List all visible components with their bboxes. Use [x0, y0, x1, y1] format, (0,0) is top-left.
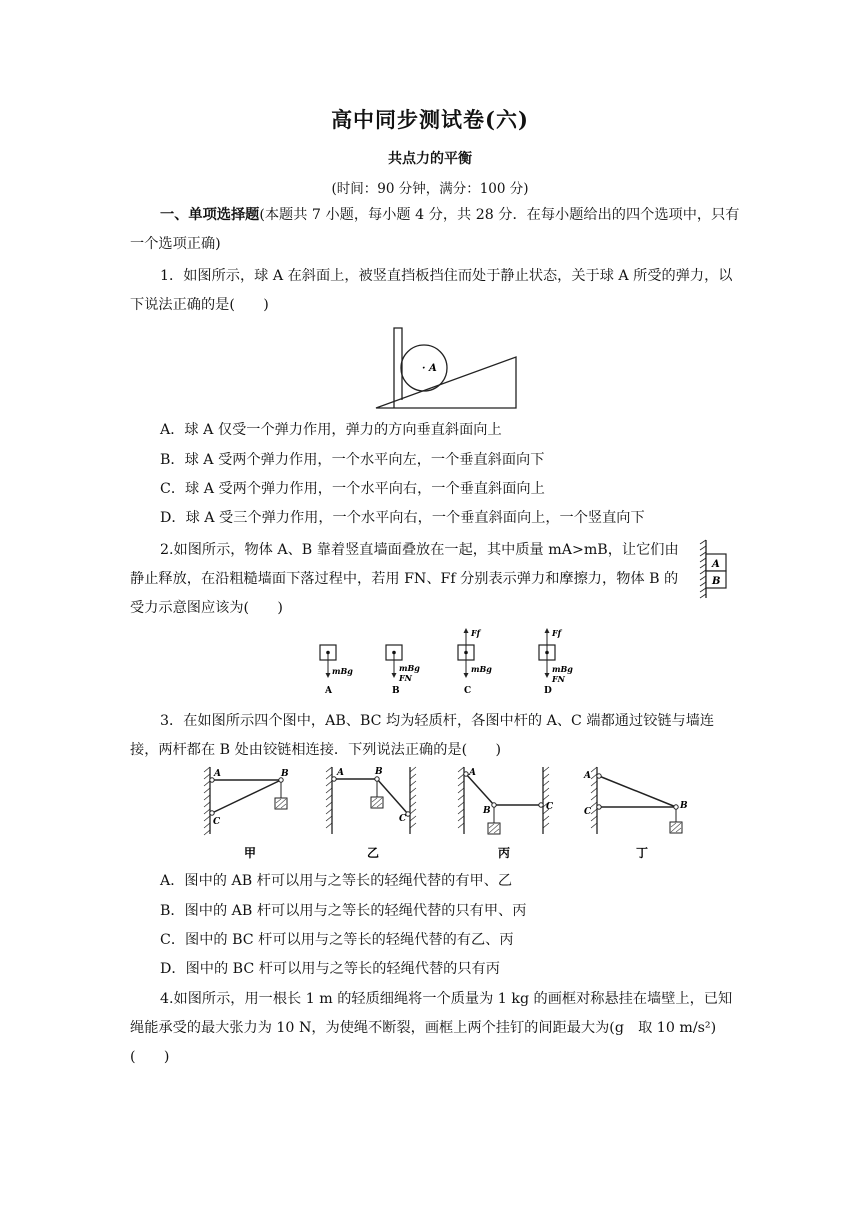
svg-text:B: B: [375, 767, 383, 777]
time-info: (时间：90 分钟，满分：100 分): [331, 181, 529, 197]
question-2-stem: 2.如图所示，物体 A、B 靠着竖直墙面叠放在一起，其中质量 mA>mB，让它们由静止释放，在沿粗糙墙面下落过程中，若用 FN、Ff 分别表示弹力和摩擦力，物体 B 的受力示意图应该为( ): [130, 542, 679, 616]
page-title: 高中同步测试卷(六): [331, 107, 529, 132]
normal-label: FN: [399, 673, 412, 683]
section-title: 一、单项选择题: [160, 207, 260, 223]
weight-label: mBg: [399, 663, 420, 673]
diagram-bing: [458, 767, 554, 860]
question-2-choices-figure: [312, 624, 582, 696]
question-3-figure: [200, 762, 710, 862]
diagram-ding: [583, 767, 688, 860]
q3-option-d: D．图中的 BC 杆可以用与之等长的轻绳代替的只有丙: [160, 961, 500, 977]
ball-label: · A: [422, 363, 437, 374]
q3-option-b: B．图中的 AB 杆可以用与之等长的轻绳代替的只有甲、丙: [160, 903, 527, 919]
svg-text:A: A: [469, 768, 476, 778]
q1-option-c: C．球 A 受两个弹力作用，一个水平向右，一个垂直斜面向上: [160, 481, 545, 497]
weight-label: mBg: [552, 664, 573, 674]
q1-option-d: D．球 A 受三个弹力作用，一个水平向右，一个垂直斜面向上，一个竖直向下: [160, 510, 645, 526]
caption-jia: 甲: [244, 846, 257, 860]
block-a-label: A: [712, 559, 720, 570]
weight-label: mBg: [332, 666, 353, 676]
q1-option-b: B．球 A 受两个弹力作用，一个水平向左，一个垂直斜面向下: [160, 452, 545, 468]
question-2-wall-figure: [698, 538, 732, 600]
svg-text:B: B: [680, 801, 688, 811]
svg-text:B: B: [483, 806, 491, 816]
question-1-figure: [370, 320, 520, 412]
svg-text:C: C: [399, 814, 407, 824]
question-4-stem: 4.如图所示，用一根长 1 m 的轻质细绳将一个质量为 1 kg 的画框对称悬挂在墙壁上，已知绳能承受的最大张力为 10 N，为使绳不断裂，画框上两个挂钉的间距最大为(g 取 10 m/s²)( ): [130, 991, 733, 1065]
choice-b-diagram: [386, 645, 420, 696]
svg-text:B: B: [281, 769, 289, 779]
choice-c-diagram: [458, 628, 492, 696]
choice-d-diagram: [539, 628, 573, 696]
choice-c-label: C: [464, 686, 472, 696]
incline: [376, 357, 516, 408]
svg-text:A: A: [214, 769, 221, 779]
block-b-label: B: [712, 576, 721, 587]
diagram-yi: [326, 767, 416, 860]
question-1-stem: 1．如图所示，球 A 在斜面上，被竖直挡板挡住而处于静止状态，关于球 A 所受的弹力，以下说法正确的是( ): [130, 268, 733, 313]
friction-label: Ff: [471, 628, 481, 638]
q3-option-a: A．图中的 AB 杆可以用与之等长的轻绳代替的有甲、乙: [160, 873, 513, 889]
svg-text:C: C: [213, 817, 221, 827]
caption-yi: 乙: [367, 846, 380, 860]
choice-a-diagram: [320, 645, 353, 696]
friction-label: Ff: [552, 628, 562, 638]
caption-ding: 丁: [636, 846, 649, 860]
choice-d-label: D: [544, 686, 552, 696]
svg-text:A: A: [584, 771, 591, 781]
page-subtitle: 共点力的平衡: [388, 151, 472, 167]
caption-bing: 丙: [498, 846, 511, 860]
normal-label: FN: [552, 674, 565, 684]
svg-text:C: C: [584, 807, 592, 817]
question-3-stem: 3．在如图所示四个图中，AB、BC 均为轻质杆，各图中杆的 A、C 端都通过铰链与墙连接，两杆都在 B 处由铰链相连接．下列说法正确的是( ): [130, 713, 715, 758]
weight-label: mBg: [471, 664, 492, 674]
q3-option-c: C．图中的 BC 杆可以用与之等长的轻绳代替的有乙、丙: [160, 932, 514, 948]
section-heading: [130, 201, 740, 259]
diagram-jia: [204, 767, 289, 860]
svg-text:A: A: [337, 768, 344, 778]
choice-a-label: A: [325, 686, 332, 696]
section-instruction: (本题共 7 小题，每小题 4 分，共 28 分．在每小题给出的四个选项中，只有一个选项正确): [130, 207, 740, 252]
svg-text:C: C: [546, 802, 554, 812]
q1-option-a: A．球 A 仅受一个弹力作用，弹力的方向垂直斜面向上: [160, 422, 502, 438]
choice-b-label: B: [392, 686, 400, 696]
